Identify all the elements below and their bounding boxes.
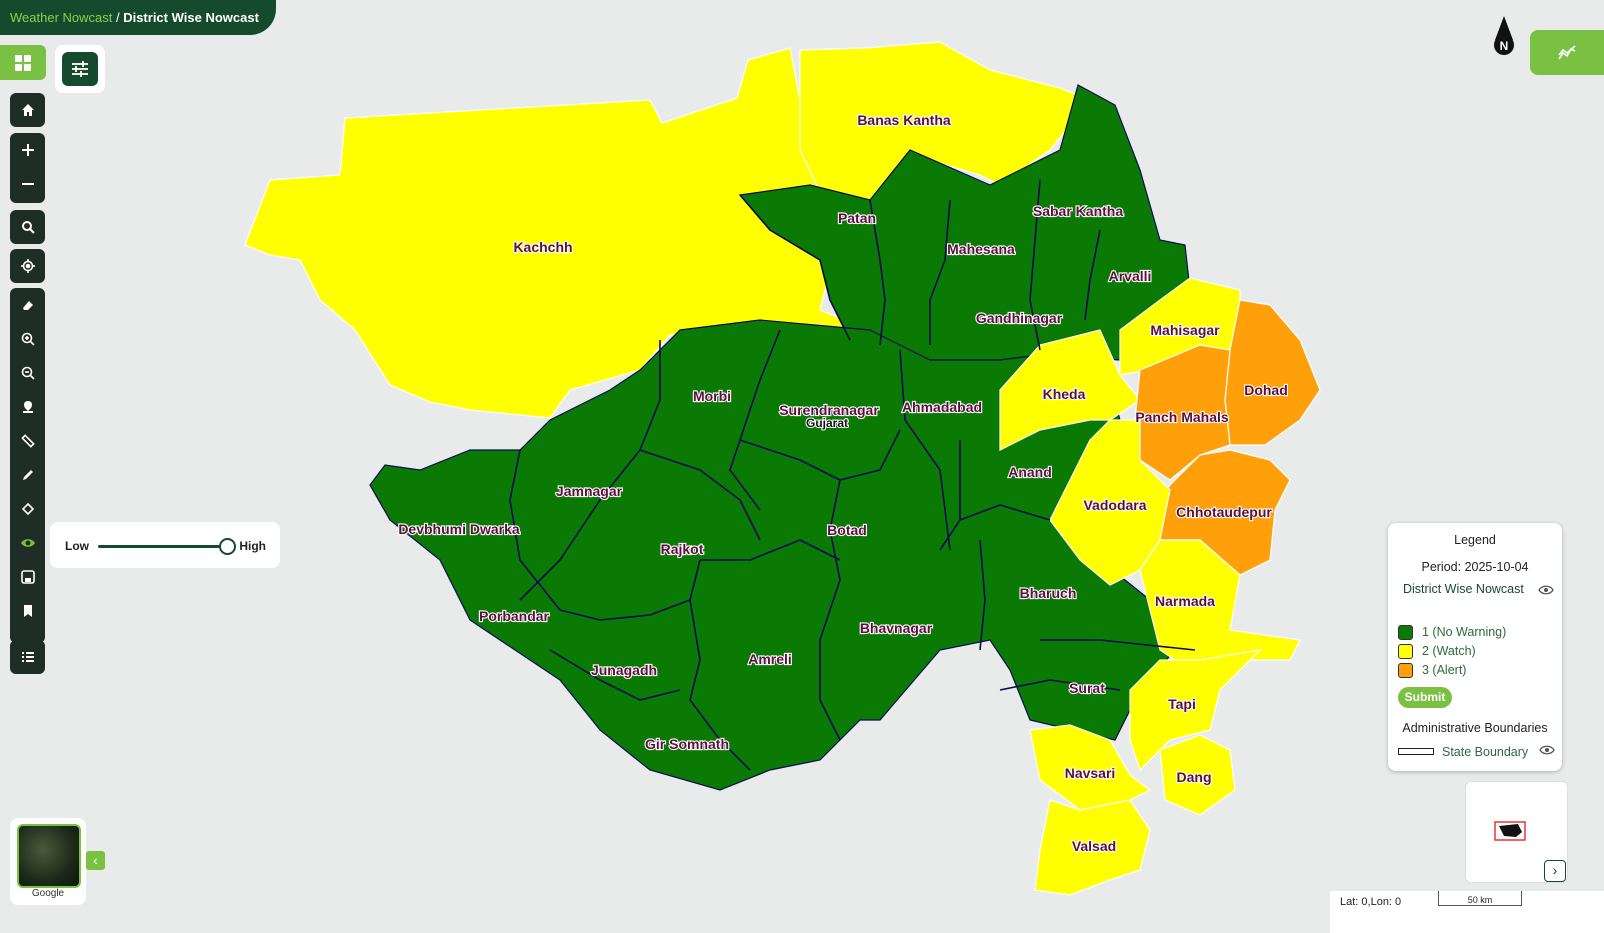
district-label: Tapi [1168, 696, 1196, 712]
zoom-in-button[interactable] [10, 133, 45, 167]
pencil-icon [21, 468, 35, 482]
opacity-slider-thumb[interactable] [219, 538, 236, 555]
legend-swatch-alert [1398, 663, 1413, 678]
save-button[interactable] [10, 560, 45, 594]
legend-period: Period: 2025-10-04 [1421, 560, 1529, 574]
ruler-icon [21, 434, 35, 448]
legend-item-label: 3 (Alert) [1422, 663, 1467, 677]
breadcrumb-current: District Wise Nowcast [123, 10, 259, 25]
legend-layer-name: District Wise Nowcast [1403, 582, 1524, 596]
minus-icon [22, 178, 34, 190]
bookmark-button[interactable] [10, 594, 45, 628]
district-label: Surat [1069, 680, 1105, 696]
district-label: Gir Somnath [644, 736, 730, 752]
measure-button[interactable] [10, 424, 45, 458]
district-label: Jamnagar [555, 483, 623, 499]
breadcrumb-separator: / [112, 10, 124, 25]
slider-high-label: High [239, 539, 266, 553]
district-label: Bharuch [1019, 585, 1077, 601]
bookmark-icon [21, 604, 35, 618]
breadcrumb-parent[interactable]: Weather Nowcast [10, 10, 113, 25]
zoom-box-out-button[interactable] [10, 356, 45, 390]
search-icon [21, 220, 35, 234]
zoom-box-in-button[interactable] [10, 322, 45, 356]
marker-button[interactable] [10, 390, 45, 424]
legend-item [1398, 643, 1476, 659]
shape-button[interactable] [10, 492, 45, 526]
eraser-button[interactable] [10, 288, 45, 322]
opacity-slider-panel [50, 522, 280, 568]
boundary-visibility-icon[interactable] [1539, 744, 1555, 756]
zoom-out-button[interactable] [10, 167, 45, 201]
list-icon [21, 650, 35, 664]
sliders-icon [71, 61, 89, 77]
district-label: Kheda [1042, 386, 1086, 402]
district-polygons[interactable] [245, 42, 1320, 895]
district-label: Botad [827, 522, 867, 538]
district-label: Bhavnagar [859, 620, 933, 636]
zoom-out-icon [21, 366, 35, 380]
state-boundary-swatch [1398, 748, 1434, 755]
legend-swatch-watch [1398, 644, 1413, 659]
district-label: Gandhinagar [975, 310, 1063, 326]
legend-panel [1388, 523, 1562, 771]
legend-item-label: 1 (No Warning) [1422, 625, 1507, 639]
basemap-switcher[interactable] [10, 818, 86, 905]
home-icon [21, 103, 35, 117]
district-label: Morbi [692, 388, 732, 404]
district-label: Rajkot [660, 541, 704, 557]
legend-item [1398, 662, 1466, 678]
district-dohad[interactable] [1225, 300, 1320, 445]
crosshair-icon [21, 259, 35, 273]
compass-label: N [1499, 39, 1509, 53]
zoom-group [10, 133, 45, 203]
legend-swatch-no-warning [1398, 625, 1413, 640]
overview-minimap[interactable] [1465, 781, 1568, 883]
district-label: Mahisagar [1150, 322, 1220, 338]
filter-panel [55, 45, 105, 93]
district-label: Sabar Kantha [1032, 203, 1124, 219]
collapse-button[interactable]: ‹ [86, 851, 105, 870]
district-label: Anand [1008, 464, 1052, 480]
basemap-label: Google [31, 888, 65, 899]
legend-title: Legend [1454, 533, 1496, 547]
district-label: Arvalli [1108, 268, 1152, 284]
district-label: Dang [1176, 769, 1212, 785]
grid-icon [15, 55, 31, 71]
north-arrow-icon [1492, 14, 1516, 58]
district-label: Navsari [1064, 765, 1116, 781]
district-label: Banas Kantha [857, 112, 951, 128]
district-label: Chhotaudepur [1176, 504, 1272, 520]
save-icon [21, 570, 35, 584]
legend-item-label: 2 (Watch) [1422, 644, 1476, 658]
district-label: Porbandar [478, 608, 550, 624]
home-button[interactable] [10, 93, 45, 127]
scale-line: 50 km [1438, 891, 1522, 906]
eraser-icon [21, 298, 35, 312]
coordinate-readout: Lat: 0,Lon: 0 [1340, 896, 1402, 908]
state-boundary-label: State Boundary [1442, 745, 1529, 759]
district-label: Mahesana [947, 241, 1015, 257]
district-label: Amreli [748, 651, 792, 667]
draw-button[interactable] [10, 458, 45, 492]
layers-grid-button[interactable] [0, 45, 46, 80]
district-label: Narmada [1155, 593, 1215, 609]
district-label: Surendranagar [779, 402, 879, 418]
opacity-slider-track[interactable] [98, 545, 228, 548]
status-bar [1330, 891, 1604, 933]
district-label: Valsad [1071, 838, 1117, 854]
breadcrumb [0, 0, 276, 35]
list-button[interactable] [10, 640, 45, 674]
chart-trend-icon [1558, 45, 1576, 61]
legend-item [1398, 624, 1506, 640]
admin-boundaries-title: Administrative Boundaries [1402, 721, 1548, 735]
filter-button[interactable] [62, 52, 98, 86]
locate-button[interactable] [10, 249, 45, 283]
district-label: Dohad [1244, 382, 1288, 398]
state-label: Gujarat [805, 416, 849, 430]
polygon-icon [21, 502, 35, 516]
search-button[interactable] [10, 210, 45, 244]
district-label: Ahmadabad [901, 399, 983, 415]
analytics-button[interactable] [1530, 30, 1604, 75]
district-label: Kachchh [513, 239, 573, 255]
minimap-toggle-button[interactable]: › [1544, 860, 1566, 882]
eye-icon [20, 537, 36, 549]
layer-visibility-icon[interactable] [1538, 584, 1554, 596]
visibility-button[interactable] [10, 526, 45, 560]
district-label: Vadodara [1083, 497, 1147, 513]
district-label: Patan [837, 210, 877, 226]
plus-icon [22, 144, 34, 156]
basemap-thumbnail[interactable] [17, 824, 81, 888]
district-label: Panch Mahals [1135, 409, 1229, 425]
tools-group [10, 288, 45, 643]
slider-low-label: Low [65, 539, 89, 553]
district-label: Junagadh [590, 662, 658, 678]
map-marker-icon [21, 400, 35, 414]
district-label: Devbhumi Dwarka [398, 521, 520, 537]
submit-button[interactable]: Submit [1398, 687, 1452, 708]
zoom-in-icon [21, 332, 35, 346]
